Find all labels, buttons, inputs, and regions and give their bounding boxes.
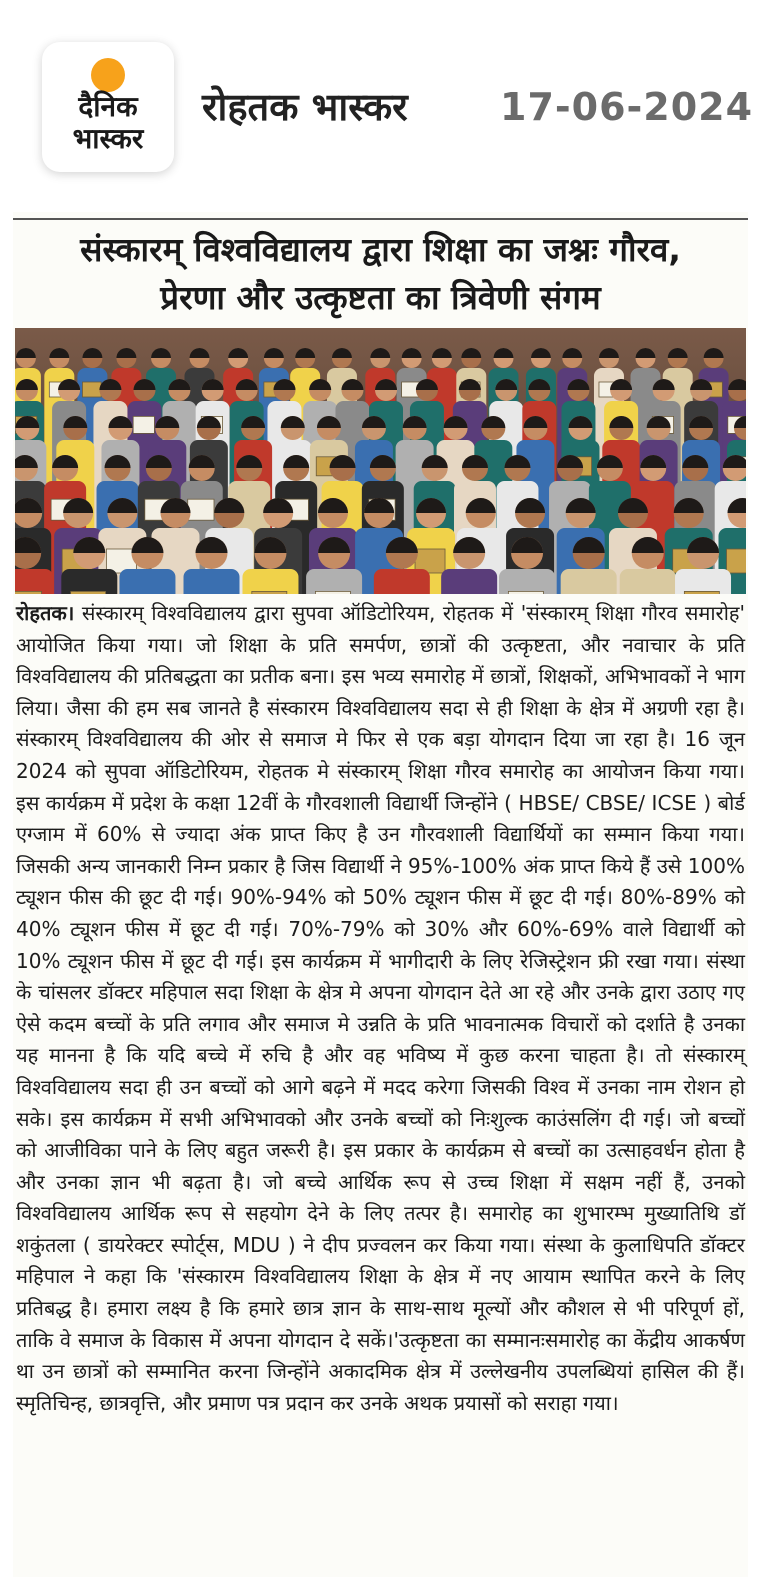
sun-icon (91, 58, 125, 92)
group-photo (15, 328, 746, 594)
crowd-person-body (15, 569, 53, 594)
crowd-person-body (499, 569, 555, 594)
certificate-memento (71, 591, 106, 594)
edition-date: 17-06-2024 (500, 85, 754, 129)
certificate-memento (684, 591, 719, 594)
dainik-bhaskar-logo[interactable] (42, 42, 174, 172)
crowd-person-body (61, 569, 117, 594)
crowd-person-body (119, 569, 175, 594)
article-dateline: रोहतक। (16, 601, 75, 625)
certificate-memento (82, 382, 101, 397)
certificate-memento (252, 591, 287, 594)
headline-line-2: प्रेरणा और उत्कृष्टता का त्रिवेणी संगम (160, 278, 601, 317)
headline-line-1: संस्कारम् विश्वविद्यालय द्वारा शिक्षा का जश्नः गौरव, (80, 230, 681, 269)
crowd-person-body (675, 569, 731, 594)
crowd-person-body (306, 569, 362, 594)
crowd-person-body (441, 569, 497, 594)
app-header (0, 0, 763, 210)
crowd-person-body (184, 569, 240, 594)
certificate-memento (508, 591, 543, 594)
certificate-memento (133, 416, 154, 433)
newspaper-clipping (13, 212, 748, 1577)
certificate-memento (15, 591, 42, 594)
group-photo-image (15, 328, 746, 594)
top-rule (13, 218, 748, 220)
crowd-person-body (561, 569, 617, 594)
certificate-memento (726, 549, 746, 573)
article-headline (13, 226, 748, 322)
article-body (16, 598, 745, 1568)
certificate-memento (188, 499, 214, 520)
crowd-person-body (374, 569, 430, 594)
crowd-person-body (242, 569, 298, 594)
edition-title: रोहतक भास्कर (202, 85, 408, 129)
logo-text-line2: भास्कर (72, 122, 144, 155)
crowd-person-body (620, 569, 676, 594)
article-body-text: संस्कारम् विश्वविद्यालय द्वारा सुपवा ऑडिटोरियम, रोहतक में 'संस्कारम् शिक्षा गौरव समारोह' आयोजित किया गया। जो शिक्षा के प्रति समर्पण, छात्रों की उत्कृष्टता, और नवाचार के प्रति विश्वविद्यालय की प्रतिबद्धता का प्रतीक बना। इस भव्य समारोह में छात्रों, शिक्षकों, अभिभावकों ने भाग लिया। जैसा की हम सब जानते है संस्कारम विश्वविद्यालय सदा से ही शिक्षा के क्षेत्र में अग्रणी रहा है।संस्कारम् विश्वविद्यालय की ओर से समाज मे फिर से एक बड़ा योगदान दिया जा रहा है। 16 जून 2024 को सुपवा ऑडिटोरियम, रोहतक मे संस्कारम् शिक्षा गौरव समारोह का आयोजन किया गया। इस कार्यक्रम में प्रदेश के कक्षा 12वीं के गौरवशाली विद्यार्थी जिन्होंने ( HBSE/ CBSE/ ICSE ) बोर्ड एग्जाम में 60% से ज्यादा अंक प्राप्त किए है उन गौरवशाली विद्यार्थियों का सम्मान किया गया। जिसकी अन्य जानकारी निम्न प्रकार है जिस विद्यार्थी ने 95%-100% अंक प्राप्त किये हैं उसे 100% ट्यूशन फीस की छूट दी गई। 90%-94% को 50% ट्यूशन फीस में छूट दी गई। 80%-89% को 40% ट्यूशन फीस में छूट दी गई। 70%-79% को 30% और 60%-69% वाले विद्यार्थी को 10% ट्यूशन फीस में छूट दी गई। इस कार्यक्रम में भागीदारी के लिए रेजिस्ट्रेशन फ्री रखा गया। संस्था के चांसलर डॉक्टर महिपाल सदा शिक्षा के क्षेत्र मे अपना योगदान देते आ रहे और उनके द्वारा उठाए गए ऐसे कदम बच्चों के प्रति लगाव और समाज मे उन्नति के प्रति भावनात्मक विचारों को दर्शाते है उनका यह मानना है कि यदि बच्चे में रुचि है और वह भविष्य में कुछ करना चाहता है। तो संस्कारम् विश्वविद्यालय सदा ही उन बच्चों को आगे बढ़ने में मदद करेगा जिसकी विश्व में उनका नाम रोशन हो सके। इस कार्यक्रम में सभी अभिभावको और उनके बच्चों को निःशुल्क काउंसलिंग दी गई। जो बच्चों को आजीविका पाने के लिए बहुत जरूरी है। इस प्रकार के कार्यक्रम से बच्चों का उत्साहवर्धन होता है और उनका ज्ञान भी बढ़ता है। जो बच्चे आर्थिक रूप से उच्च शिक्षा में सक्षम नहीं हैं, उनको विश्वविद्यालय आर्थिक रूप से सहयोग देने के लिए तत्पर है। समारोह का शुभारम्भ मुख्यातिथि डॉ शकुंतला ( डायरेक्टर स्पोर्ट्स, MDU ) ने दीप प्रज्वलन कर किया गया। संस्था के कुलाधिपति डॉक्टर महिपाल ने कहा कि 'संस्कारम विश्वविद्यालय शिक्षा के क्षेत्र में नए आयाम स्थापित करने के लिए प्रतिबद्ध है। हमारा लक्ष्य है कि हमारे छात्र ज्ञान के साथ-साथ मूल्यों और कौशल से भी परिपूर्ण हों, ताकि वे समाज के विकास में अपना योगदान दे सकें।'उत्कृष्टता का सम्मानःसमारोह का केंद्रीय आकर्षण था उन छात्रों को सम्मानित करना जिन्होंने अकादमिक क्षेत्र में उल्लेखनीय उपलब्धियां हासिल की हैं। स्मृतिचिन्ह, छात्रवृत्ति, और प्रमाण पत्र प्रदान कर उनके अथक प्रयासों को सराहा गया। (16, 601, 746, 1415)
certificate-memento (315, 591, 350, 594)
logo-text-line1: दैनिक (78, 90, 138, 123)
